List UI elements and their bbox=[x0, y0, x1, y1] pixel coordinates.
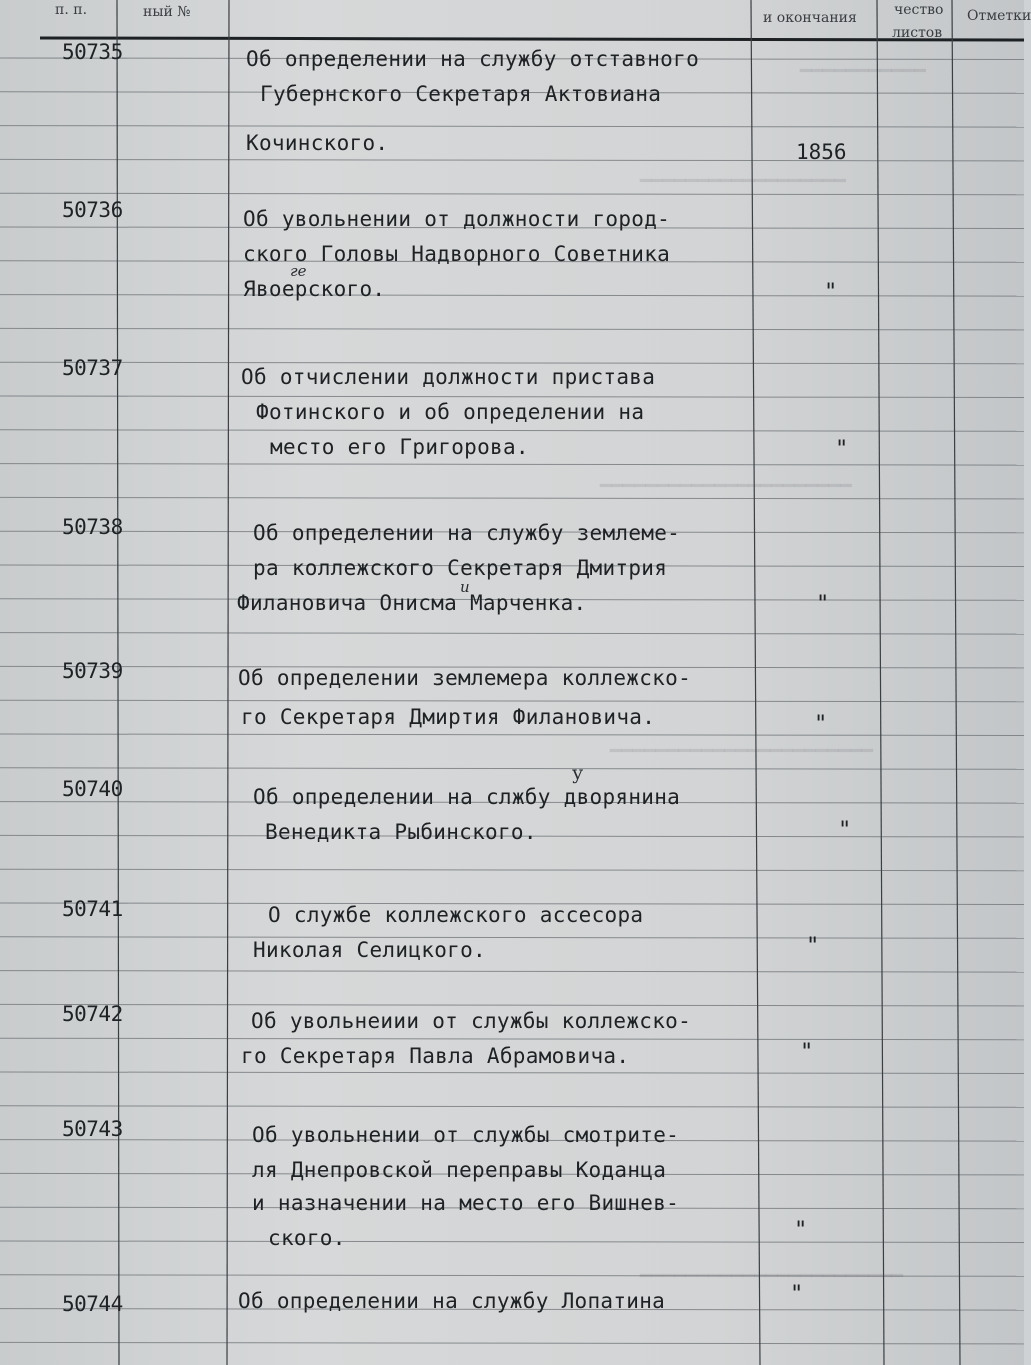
handwritten-correction: ге bbox=[290, 262, 307, 280]
ditto-mark: " bbox=[790, 1282, 804, 1307]
record-number: 50738 bbox=[62, 515, 123, 539]
record-text: Об определении на службу отставного Губернского Секретаря Актовиана Кочинского. bbox=[246, 47, 700, 155]
record-number: 50741 bbox=[62, 897, 123, 921]
header-sheets-1: чество bbox=[894, 2, 944, 18]
header-reg: ный № bbox=[143, 4, 191, 20]
header-end: и окончания bbox=[763, 10, 857, 26]
record-number: 50736 bbox=[62, 198, 123, 222]
record-number: 50744 bbox=[62, 1292, 123, 1316]
ditto-mark: " bbox=[794, 1218, 808, 1243]
ditto-mark: " bbox=[824, 280, 838, 305]
header-notes: Отметки bbox=[967, 8, 1031, 24]
record-number: 50735 bbox=[62, 40, 123, 64]
ruled-line bbox=[0, 328, 1024, 330]
record-text: Об увольнении от службы смотрите- ля Днепровской переправы Коданца и назначении на место его Вишнев- ского. bbox=[252, 1123, 680, 1250]
bleed-through: ━━━━━━━━━━━━━━━━━━━━━━ bbox=[600, 475, 852, 497]
ditto-mark: " bbox=[838, 818, 852, 843]
ruled-line bbox=[0, 1342, 1024, 1344]
record-text: Об определении на службу землеме- ра коллежского Секретаря Дмитрия Филановича Онисма Марченка. bbox=[237, 521, 681, 615]
bleed-through: ━━━━━━━━━━━━━━━━━━━━━━━ bbox=[640, 1265, 904, 1287]
record-number: 50740 bbox=[62, 777, 123, 801]
record-text: Об увольнении от должности город- ского Головы Надворного Советника Явоерского. bbox=[243, 207, 671, 301]
record-date: 1856 bbox=[796, 140, 847, 164]
record-text: Об отчислении должности пристава Фотинского и об определении на место его Григорова. bbox=[241, 365, 656, 459]
bleed-through: ━━━━━━━━━━━━━━━━━━ bbox=[640, 170, 846, 192]
ditto-mark: " bbox=[800, 1040, 814, 1065]
record-text: Об определении на службу Лопатина bbox=[238, 1289, 666, 1313]
header-sheets-2: листов bbox=[892, 25, 943, 41]
record-text: Об определении землемера коллежско- го Секретаря Дмиртия Филановича. bbox=[238, 666, 692, 729]
ruled-line bbox=[0, 497, 1024, 499]
ruled-line bbox=[0, 193, 1024, 195]
ditto-mark: " bbox=[806, 934, 820, 959]
record-number: 50742 bbox=[62, 1002, 123, 1026]
ditto-mark: " bbox=[814, 712, 828, 737]
record-text: Об определении на слжбу дворянина Венедикта Рыбинского. bbox=[253, 785, 681, 844]
ruled-line bbox=[0, 768, 1024, 770]
ruled-line bbox=[0, 1106, 1024, 1108]
bleed-through: ━━━━━━━━━━━━━━━━━━━━━━━ bbox=[610, 740, 874, 762]
record-number: 50737 bbox=[62, 356, 123, 380]
ruled-line bbox=[0, 869, 1024, 871]
handwritten-correction: у bbox=[572, 762, 584, 784]
header-num: п. п. bbox=[55, 2, 88, 18]
ruled-line bbox=[0, 633, 1024, 635]
bleed-through: ━━━━━━━━━━━ bbox=[800, 60, 926, 82]
ruled-line bbox=[0, 971, 1024, 973]
handwritten-correction: и bbox=[460, 578, 470, 596]
record-number: 50739 bbox=[62, 659, 123, 683]
record-text: Об увольнеиии от службы коллежско- го Секретаря Павла Абрамовича. bbox=[241, 1009, 692, 1068]
ditto-mark: " bbox=[816, 592, 830, 617]
record-text: О службе коллежского ассесора Николая Селицкого. bbox=[253, 903, 644, 962]
record-number: 50743 bbox=[62, 1117, 123, 1141]
ditto-mark: " bbox=[835, 437, 849, 462]
